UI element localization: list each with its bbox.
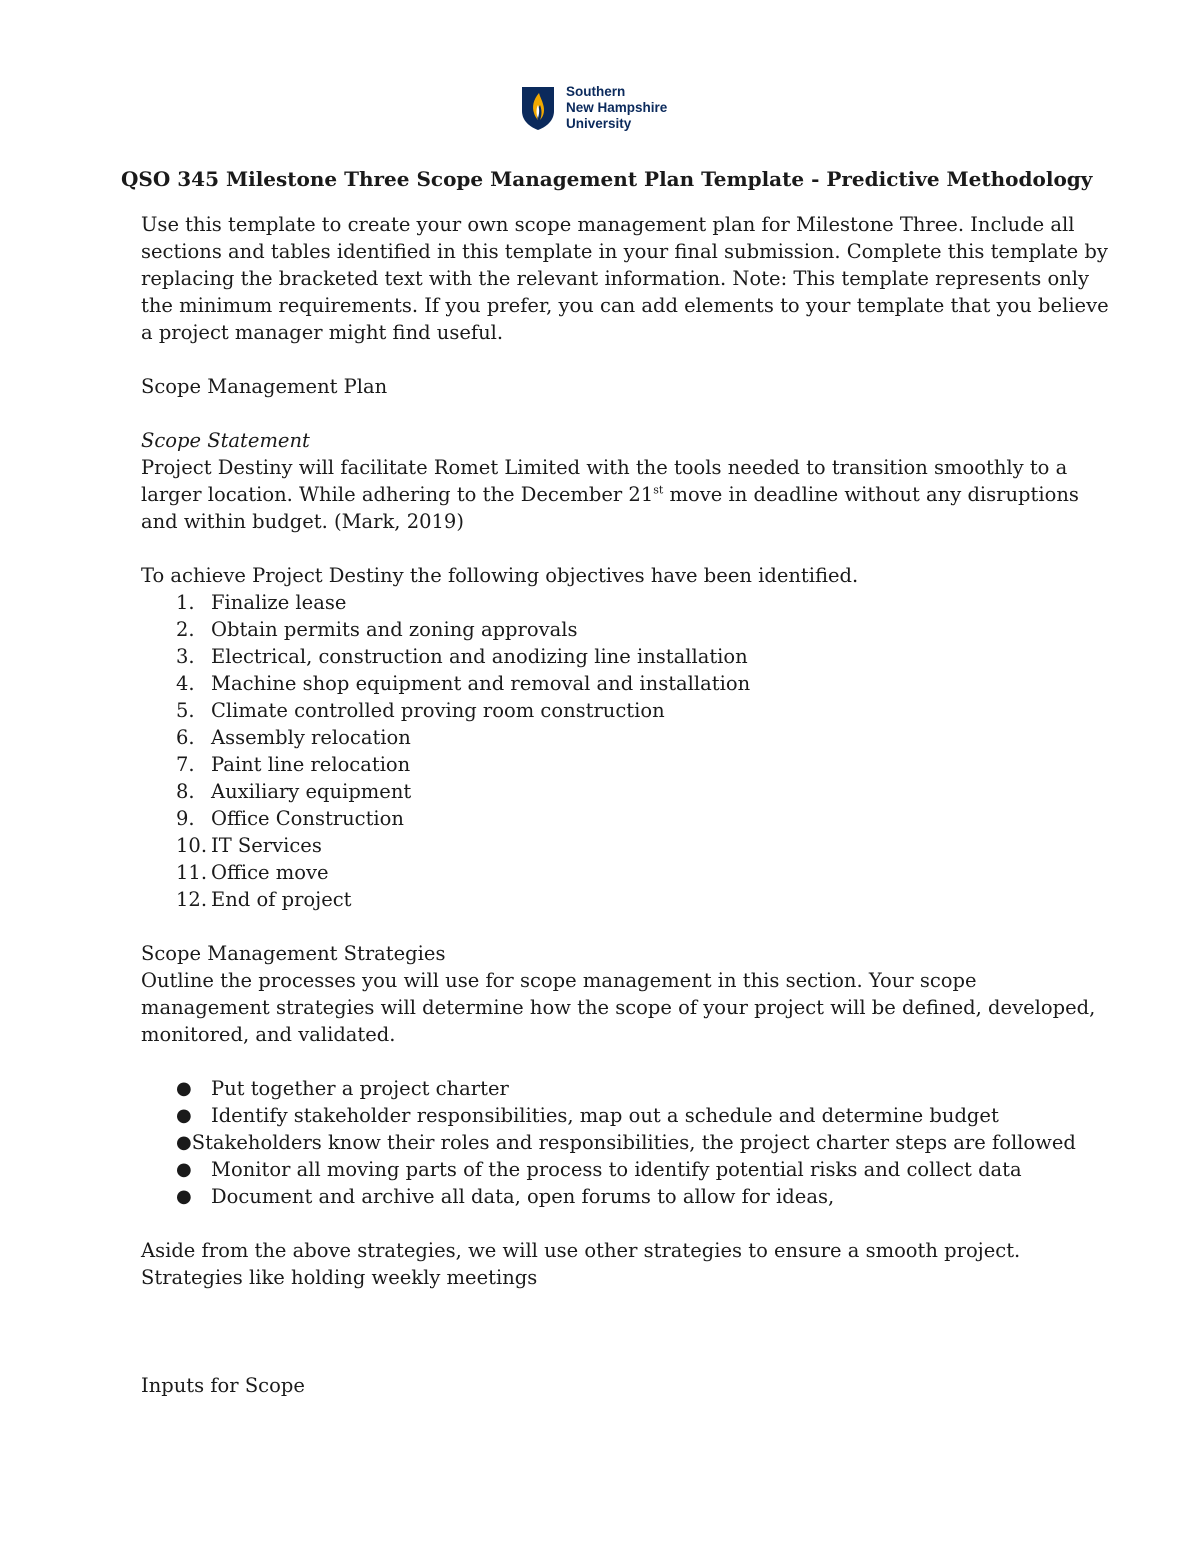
objectives-list — [141, 589, 1061, 913]
inputs-heading: Inputs for Scope — [141, 1374, 305, 1397]
list-item: 7. Paint line relocation — [176, 753, 411, 776]
bullet-icon: ● — [176, 1078, 192, 1099]
list-item: ● Stakeholders know their roles and responsibilities, the project charter steps are followed — [141, 1129, 1061, 1156]
scope-statement-line: larger location. While adhering to the December 21st move in deadline without any disruptions — [141, 483, 1079, 506]
section-heading-scope-plan: Scope Management Plan — [141, 375, 388, 398]
intro-line: sections and tables identified in this template in your final submission. Complete this template by — [141, 240, 1108, 263]
logo-line-1: Southern — [566, 84, 626, 99]
closing-line: Aside from the above strategies, we will use other strategies to ensure a smooth project. — [141, 1239, 1021, 1262]
list-item: 6. Assembly relocation — [176, 726, 411, 749]
document-body — [121, 166, 1109, 1399]
strategies-heading: Scope Management Strategies — [141, 942, 446, 965]
list-item: ● Monitor all moving parts of the process to identify potential risks and collect data — [141, 1156, 1061, 1183]
intro-line: replacing the bracketed text with the relevant information. Note: This template represents only — [141, 267, 1090, 290]
bullet-icon: ● — [176, 1186, 192, 1207]
scope-statement-paragraph — [141, 454, 1079, 535]
list-item: 4. Machine shop equipment and removal and installation — [176, 672, 751, 695]
shield-flame-icon — [520, 85, 556, 131]
list-item: ● Identify stakeholder responsibilities, map out a schedule and determine budget — [141, 1102, 1061, 1129]
list-item: 2. Obtain permits and zoning approvals — [176, 618, 578, 641]
strategies-line: Outline the processes you will use for scope management in this section. Your scope — [141, 969, 977, 992]
intro-line: a project manager might find useful. — [141, 321, 504, 344]
logo-line-3: University — [566, 116, 632, 131]
logo-wordmark — [566, 84, 667, 132]
scope-statement-heading: Scope Statement — [141, 429, 310, 452]
closing-line: Strategies like holding weekly meetings — [141, 1266, 538, 1289]
list-item: 1. Finalize lease — [176, 591, 347, 614]
scope-statement-line: and within budget. (Mark, 2019) — [141, 510, 464, 533]
intro-line: Use this template to create your own scope management plan for Milestone Three. Include all — [141, 213, 1075, 236]
university-logo — [520, 84, 667, 132]
objectives-intro: To achieve Project Destiny the following objectives have been identified. — [141, 564, 859, 587]
list-item: 9. Office Construction — [176, 807, 404, 830]
intro-line: the minimum requirements. If you prefer, you can add elements to your template that you believe — [141, 294, 1109, 317]
bullet-icon: ● — [176, 1159, 192, 1180]
list-item: 10. IT Services — [176, 834, 322, 857]
list-item: 5. Climate controlled proving room construction — [176, 699, 665, 722]
list-item: ● Document and archive all data, open forums to allow for ideas, — [141, 1183, 1061, 1210]
intro-paragraph — [141, 211, 1109, 346]
strategies-line: management strategies will determine how the scope of your project will be defined, developed, — [141, 996, 1096, 1019]
list-item: 12. End of project — [176, 888, 352, 911]
list-item: 8. Auxiliary equipment — [176, 780, 412, 803]
list-item: 11. Office move — [176, 861, 329, 884]
bullet-icon: ● — [176, 1105, 192, 1126]
strategies-paragraph — [141, 967, 1096, 1048]
document-title: QSO 345 Milestone Three Scope Management Plan Template - Predictive Methodology — [121, 167, 1093, 191]
strategies-line: monitored, and validated. — [141, 1023, 396, 1046]
list-item: ● Put together a project charter — [141, 1075, 1061, 1102]
strategies-list — [141, 1075, 1076, 1210]
logo-line-2: New Hampshire — [566, 100, 668, 115]
scope-statement-line: Project Destiny will facilitate Romet Limited with the tools needed to transition smoothly to a — [141, 456, 1068, 479]
bullet-icon: ● — [176, 1132, 192, 1153]
closing-paragraph — [141, 1237, 1061, 1291]
list-item: 3. Electrical, construction and anodizing line installation — [176, 645, 748, 668]
